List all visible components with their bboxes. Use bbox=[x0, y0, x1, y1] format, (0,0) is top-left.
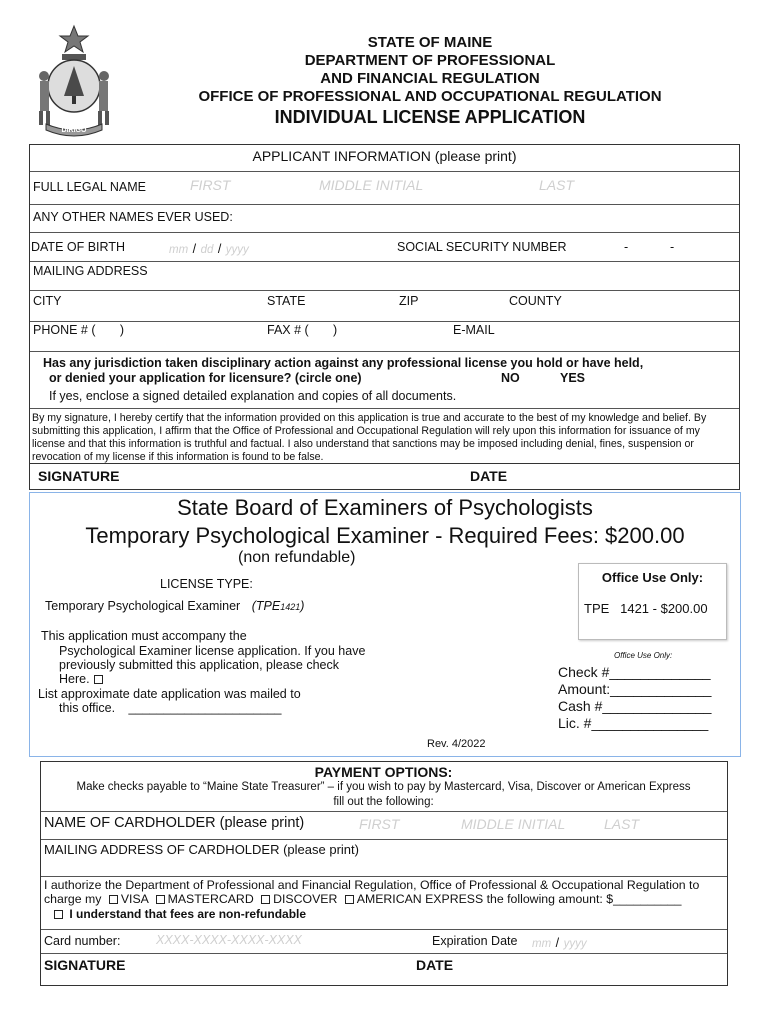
ssn-label: SOCIAL SECURITY NUMBER bbox=[397, 240, 567, 254]
date-label: DATE bbox=[470, 468, 508, 484]
dob-dd: dd bbox=[200, 244, 214, 256]
disciplinary-yes-option[interactable]: YES bbox=[560, 371, 586, 385]
card-number-label: Card number: bbox=[44, 934, 121, 948]
cardholder-middle-field[interactable]: MIDDLE INITIAL bbox=[461, 816, 566, 832]
amex-checkbox[interactable] bbox=[345, 895, 354, 904]
certify-statement: By my signature, I hereby certify that the information provided on this application is true and accurate to the best of my knowledge and belief. By submitting this application, I affirm that the Office of Professional and Occupational Regulation will rely upon this information for issuance of my license and that this information is truthful and factual. I also understand that sanctions may be imposed including denial, fines, suspension or revocation of my license if this information is found to be false. bbox=[32, 412, 707, 463]
note-here-text: Here. bbox=[59, 672, 90, 686]
phone-label: PHONE # ( ) bbox=[33, 323, 124, 337]
payment-signature-label: SIGNATURE bbox=[44, 957, 126, 973]
note-line-6 bbox=[59, 701, 282, 715]
header-department: DEPARTMENT OF PROFESSIONAL bbox=[304, 52, 556, 69]
office-fee: TPE 1421 - $200.00 bbox=[584, 601, 708, 616]
maine-state-seal bbox=[32, 24, 116, 138]
office-amount-field: Amount:_____________ bbox=[558, 681, 712, 697]
disciplinary-row bbox=[30, 351, 739, 408]
exp-yyyy: yyyy bbox=[563, 938, 587, 950]
disciplinary-question-2: or denied your application for licensure? (circle one) bbox=[49, 371, 362, 385]
license-code-num: 1421 bbox=[280, 602, 301, 612]
expiration-field[interactable] bbox=[532, 934, 587, 952]
signature-label: SIGNATURE bbox=[38, 468, 120, 484]
license-code-suffix: ) bbox=[300, 599, 305, 613]
board-title: State Board of Examiners of Psychologists bbox=[177, 495, 593, 520]
header-office: OFFICE OF PROFESSIONAL AND OCCUPATIONAL REGULATION bbox=[198, 88, 662, 105]
county-label: COUNTY bbox=[509, 294, 562, 308]
discover-label: DISCOVER bbox=[273, 892, 338, 906]
seal-banner-text: DIRIGO bbox=[61, 127, 87, 134]
cardholder-first-field[interactable]: FIRST bbox=[359, 816, 400, 832]
cardholder-mailing-label: MAILING ADDRESS OF CARDHOLDER (please print) bbox=[44, 842, 359, 857]
middle-initial-field[interactable]: MIDDLE INITIAL bbox=[319, 177, 424, 193]
authorize-text: I authorize the Department of Professional and Financial Regulation, Office of Professional & Occupational Regulation to bbox=[44, 878, 700, 892]
payment-date-label: DATE bbox=[416, 957, 454, 973]
phone-row bbox=[30, 321, 739, 351]
email-label: E-MAIL bbox=[453, 323, 495, 337]
dob-ssn-row bbox=[30, 232, 739, 261]
other-names-label: ANY OTHER NAMES EVER USED: bbox=[33, 210, 233, 224]
cardholder-name-row bbox=[41, 811, 727, 839]
payment-title: PAYMENT OPTIONS: bbox=[314, 764, 453, 780]
city-label: CITY bbox=[33, 294, 62, 308]
authorize-row bbox=[41, 876, 727, 929]
last-name-field[interactable]: LAST bbox=[539, 177, 575, 193]
nonrefundable-checkbox[interactable] bbox=[54, 910, 63, 919]
applicant-section bbox=[29, 144, 740, 490]
mastercard-checkbox[interactable] bbox=[156, 895, 165, 904]
office-check-field: Check #_____________ bbox=[558, 664, 711, 680]
note-line-3: previously submitted this application, please check bbox=[59, 658, 340, 672]
header-state: STATE OF MAINE bbox=[367, 34, 493, 51]
non-refundable-note: (non refundable) bbox=[238, 549, 356, 566]
disciplinary-no-option[interactable]: NO bbox=[501, 371, 520, 385]
payment-instruction-1: Make checks payable to “Maine State Treasurer” – if you wish to pay by Mastercard, Visa, Discover or American Express bbox=[76, 781, 691, 793]
header-regulation: AND FINANCIAL REGULATION bbox=[320, 70, 540, 87]
card-number-field[interactable]: XXXX-XXXX-XXXX-XXXX bbox=[156, 933, 302, 947]
zip-label: ZIP bbox=[399, 294, 419, 308]
visa-checkbox[interactable] bbox=[109, 895, 118, 904]
disciplinary-explain: If yes, enclose a signed detailed explanation and copies of all documents. bbox=[49, 389, 457, 403]
payment-section bbox=[40, 761, 728, 986]
office-use-title: Office Use Only: bbox=[601, 570, 704, 585]
office-use-box bbox=[578, 563, 727, 640]
ssn-dash-2: - bbox=[670, 240, 675, 254]
disciplinary-question-1: Has any jurisdiction taken disciplinary action against any professional license you hold or have held, bbox=[43, 356, 644, 370]
ssn-dash-1: - bbox=[624, 240, 629, 254]
office-use-small-label: Office Use Only: bbox=[614, 651, 673, 660]
note-line-1: This application must accompany the bbox=[41, 629, 247, 643]
page-title: INDIVIDUAL LICENSE APPLICATION bbox=[274, 107, 586, 127]
payment-instruction-2: fill out the following: bbox=[333, 796, 434, 808]
first-name-field[interactable]: FIRST bbox=[190, 177, 231, 193]
dob-mm: mm bbox=[169, 244, 189, 256]
note-line-5: List approximate date application was mailed to bbox=[38, 687, 301, 701]
mailing-address-row[interactable] bbox=[30, 261, 739, 290]
amex-label: AMERICAN EXPRESS the following amount: $__________ bbox=[356, 892, 682, 906]
discover-checkbox[interactable] bbox=[261, 895, 270, 904]
certify-row bbox=[30, 408, 739, 463]
payment-signature-row[interactable] bbox=[41, 953, 727, 985]
ssn-field[interactable] bbox=[610, 237, 720, 257]
note-office-text: this office. bbox=[59, 701, 116, 715]
exp-slash: / bbox=[555, 936, 560, 950]
exp-mm: mm bbox=[532, 938, 552, 950]
dob-slash-1: / bbox=[192, 242, 197, 256]
card-type-options bbox=[44, 892, 681, 906]
nonrefundable-acknowledgement bbox=[50, 907, 306, 921]
nonrefundable-label: I understand that fees are non-refundable bbox=[69, 907, 307, 921]
visa-label: VISA bbox=[120, 892, 149, 906]
full-name-row bbox=[30, 171, 739, 204]
applicant-section-title: APPLICANT INFORMATION (please print) bbox=[252, 148, 517, 164]
other-names-row bbox=[30, 204, 739, 232]
applicant-signature-row[interactable] bbox=[30, 463, 739, 490]
cardholder-name-label: NAME OF CARDHOLDER (please print) bbox=[44, 815, 305, 831]
revision-date: Rev. 4/2022 bbox=[427, 738, 486, 750]
office-license-field: Lic. #_______________ bbox=[558, 715, 709, 731]
license-code-prefix: (TPE bbox=[251, 599, 281, 613]
charge-my-text: charge my bbox=[44, 892, 102, 906]
cardholder-last-field[interactable]: LAST bbox=[604, 816, 640, 832]
state-label: STATE bbox=[267, 294, 306, 308]
cardholder-mailing-row[interactable] bbox=[41, 839, 727, 876]
fax-label: FAX # ( ) bbox=[267, 323, 338, 337]
office-cash-field: Cash #______________ bbox=[558, 698, 712, 714]
license-type-name: Temporary Psychological Examiner bbox=[45, 599, 241, 613]
previously-submitted-checkbox[interactable] bbox=[94, 675, 103, 684]
card-number-row bbox=[41, 929, 727, 953]
full-name-label: FULL LEGAL NAME bbox=[33, 180, 147, 194]
mailing-address-label: MAILING ADDRESS bbox=[33, 264, 148, 278]
dob-yyyy: yyyy bbox=[225, 244, 249, 256]
board-fee-title: Temporary Psychological Examiner - Required Fees: $200.00 bbox=[85, 523, 685, 548]
dob-field[interactable] bbox=[169, 240, 249, 258]
license-type-value bbox=[45, 599, 304, 613]
mailed-date-field[interactable]: ______________________ bbox=[128, 701, 282, 715]
expiration-label: Expiration Date bbox=[432, 934, 518, 948]
city-row bbox=[30, 290, 739, 321]
note-line-2: Psychological Examiner license application. If you have bbox=[59, 644, 366, 658]
dob-label: DATE OF BIRTH bbox=[31, 240, 125, 254]
dob-slash-2: / bbox=[217, 242, 222, 256]
license-type-label: LICENSE TYPE: bbox=[160, 577, 253, 591]
mastercard-label: MASTERCARD bbox=[167, 892, 254, 906]
note-line-4 bbox=[59, 672, 106, 686]
